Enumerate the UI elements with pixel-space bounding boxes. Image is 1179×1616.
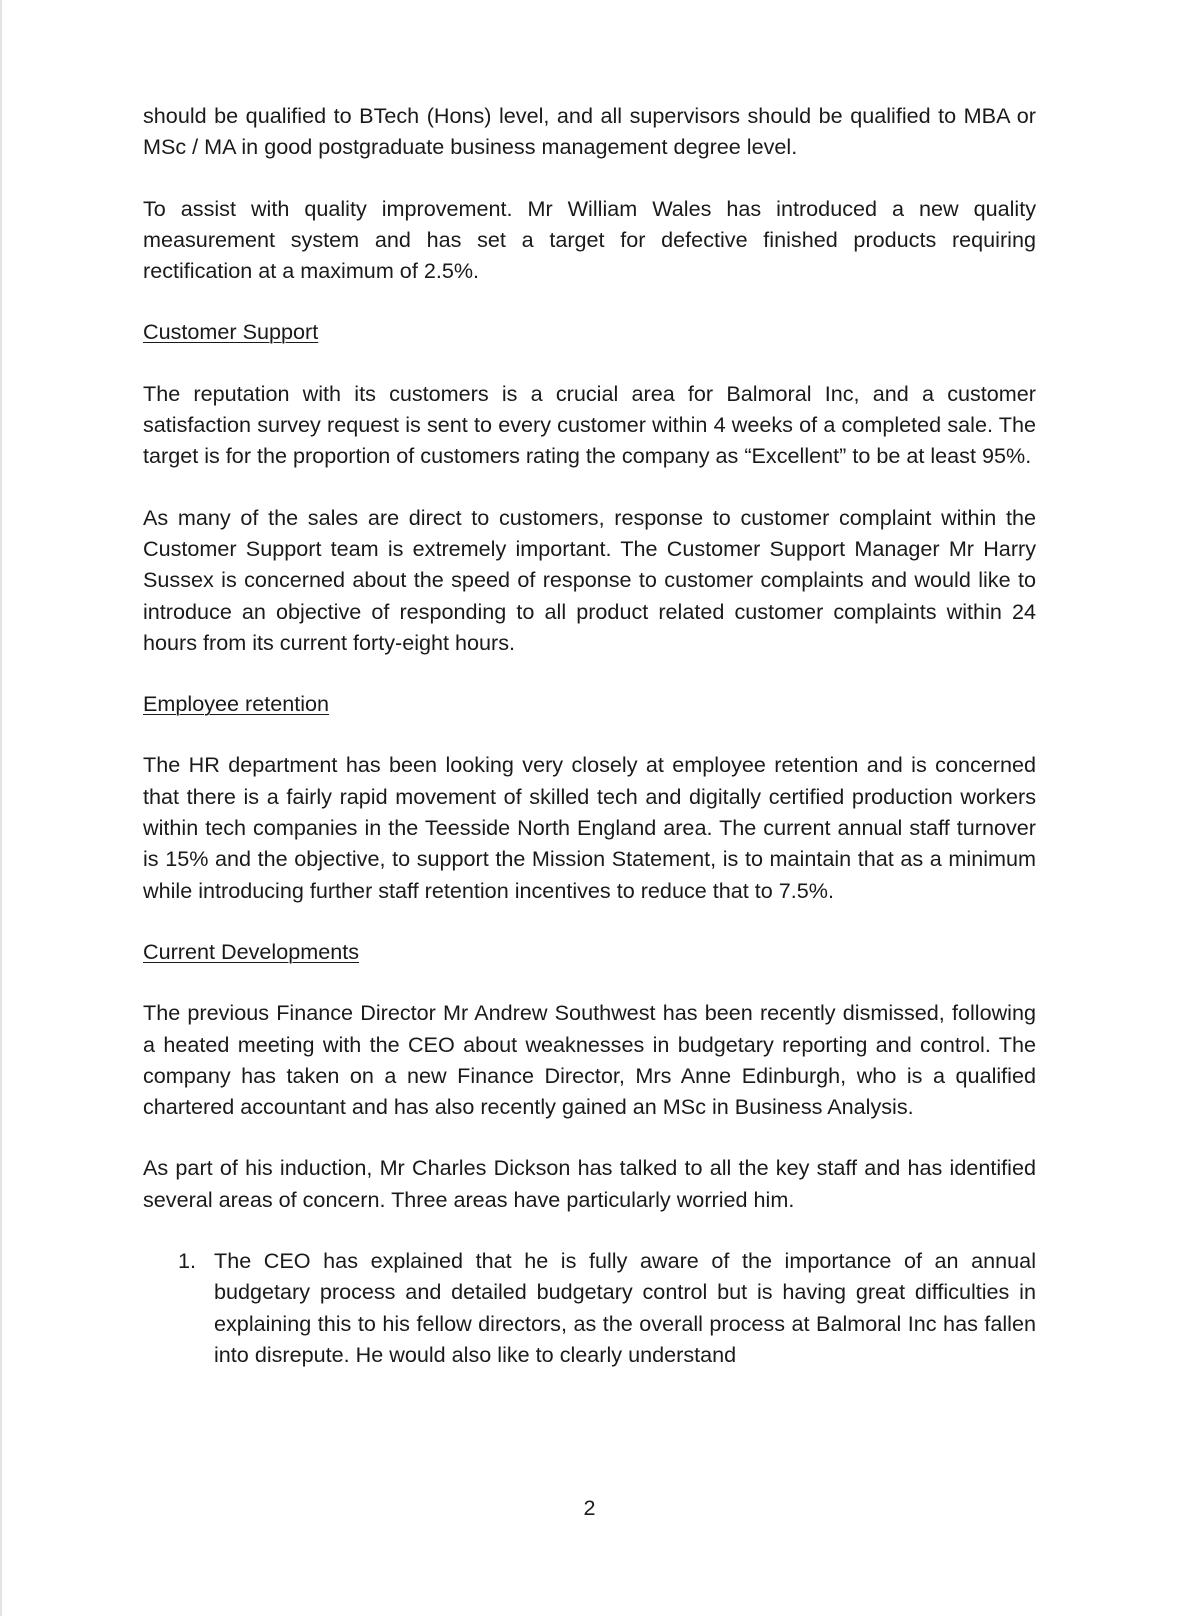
paragraph-qualifications: should be qualified to BTech (Hons) level, and all supervisors should be qualified to MBA or MSc / MA in good postgraduate business management degree level. (143, 103, 1036, 160)
paragraph-finance-director: The previous Finance Director Mr Andrew Southwest has been recently dismissed, following a heated meeting with the CEO about weaknesses in budgetary reporting and control. The company has taken on a new Finance Director, Mrs Anne Edinburgh, who is a qualified chartered accountant and has also recently gained an MSc in Business Analysis. (143, 1000, 1036, 1120)
page-number: 2 (583, 1495, 596, 1520)
heading-current-developments: Current Developments (143, 938, 360, 964)
list-item-number: 1. (178, 1248, 197, 1274)
heading-customer-support: Customer Support (143, 319, 319, 345)
heading-employee-retention: Employee retention (143, 691, 330, 717)
paragraph-hr-retention: The HR department has been looking very closely at employee retention and is concerned that there is a fairly rapid movement of skilled tech and digitally certified production workers within tech companies in the Teesside North England area. The current annual staff turnover is 15% and the objective, to support the Mission Statement, is to maintain that as a minimum while introducing further staff retention incentives to reduce that to 7.5%. (143, 752, 1036, 903)
concerns-list (143, 1245, 1036, 1370)
paragraph-customer-reputation: The reputation with its customers is a crucial area for Balmoral Inc, and a customer satisfaction survey request is sent to every customer within 4 weeks of a completed sale. The target is for the proportion of customers rating the company as “Excellent” to be at least 95%. (143, 380, 1036, 469)
paragraph-induction: As part of his induction, Mr Charles Dickson has talked to all the key staff and has identified several areas of concern. Three areas have particularly worried him. (143, 1155, 1036, 1212)
paragraph-customer-complaints: As many of the sales are direct to customers, response to customer complaint within the Customer Support team is extremely important. The Customer Support Manager Mr Harry Sussex is concerned about the speed of response to customer complaints and would like to introduce an objective of responding to all product related customer complaints within 24 hours from its current forty-eight hours. (143, 504, 1036, 655)
list-item (143, 1245, 1036, 1370)
page-edge (0, 0, 2, 1616)
list-item-text: The CEO has explained that he is fully aware of the importance of an annual budgetary process and detailed budgetary control but is having great difficulties in explaining this to his fellow directors, as the overall process at Balmoral Inc has fallen into disrepute. He would also like to clearly understand (214, 1248, 1036, 1367)
paragraph-quality-improvement: To assist with quality improvement. Mr William Wales has introduced a new quality measurement system and has set a target for defective finished products requiring rectification at a maximum of 2.5%. (143, 195, 1036, 284)
document-page (143, 100, 1036, 1370)
